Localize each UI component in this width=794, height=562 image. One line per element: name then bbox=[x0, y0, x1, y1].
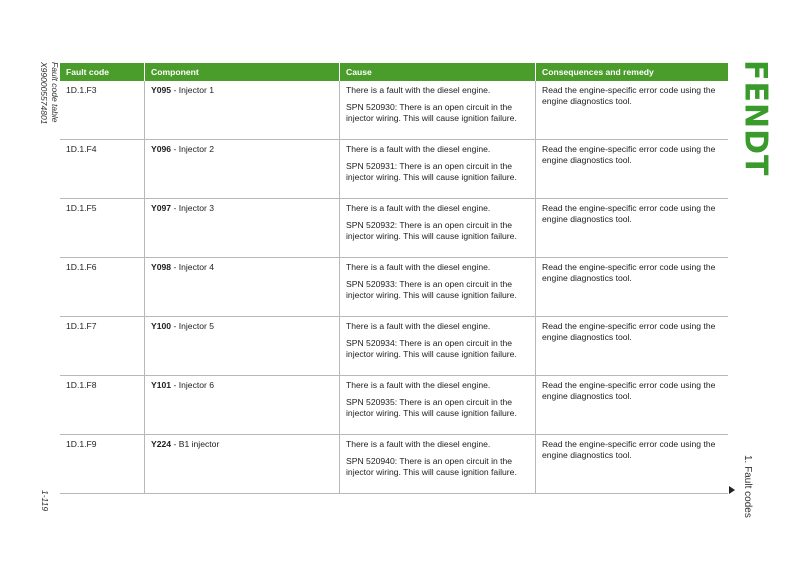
table-row bbox=[60, 140, 728, 199]
component-cell bbox=[145, 199, 340, 258]
fault-code-cell: 1D.1.F3 bbox=[60, 81, 145, 140]
cause-detail: SPN 520935: There is an open circuit in the injector wiring. This will cause ignition failure. bbox=[346, 397, 517, 418]
header-cause: Cause bbox=[340, 63, 536, 81]
remedy-cell: Read the engine-specific error code using the engine diagnostics tool. bbox=[536, 199, 729, 258]
header-component: Component bbox=[145, 63, 340, 81]
cause-summary: There is a fault with the diesel engine. bbox=[346, 85, 491, 95]
fault-code-cell: 1D.1.F8 bbox=[60, 376, 145, 435]
table-row bbox=[60, 258, 728, 317]
remedy-cell: Read the engine-specific error code using the engine diagnostics tool. bbox=[536, 376, 729, 435]
fault-code-cell: 1D.1.F5 bbox=[60, 199, 145, 258]
brand-logo: FENDT bbox=[737, 60, 774, 177]
component-code: Y101 bbox=[151, 380, 172, 390]
component-code: Y097 bbox=[151, 203, 172, 213]
cause-detail: SPN 520932: There is an open circuit in the injector wiring. This will cause ignition failure. bbox=[346, 220, 517, 241]
table-row bbox=[60, 435, 728, 494]
cause-summary: There is a fault with the diesel engine. bbox=[346, 380, 491, 390]
component-cell bbox=[145, 81, 340, 140]
component-name: - Injector 6 bbox=[171, 380, 215, 390]
cause-cell bbox=[340, 140, 536, 199]
component-code: Y096 bbox=[151, 144, 172, 154]
cause-cell bbox=[340, 199, 536, 258]
cause-summary: There is a fault with the diesel engine. bbox=[346, 321, 491, 331]
component-code: Y095 bbox=[151, 85, 172, 95]
component-name: - B1 injector bbox=[171, 439, 220, 449]
component-cell bbox=[145, 376, 340, 435]
document-title bbox=[38, 62, 60, 124]
component-code: Y100 bbox=[151, 321, 172, 331]
cause-cell bbox=[340, 376, 536, 435]
next-page-arrow-icon[interactable] bbox=[729, 486, 735, 494]
cause-detail: SPN 520931: There is an open circuit in the injector wiring. This will cause ignition failure. bbox=[346, 161, 517, 182]
cause-cell bbox=[340, 317, 536, 376]
cause-summary: There is a fault with the diesel engine. bbox=[346, 262, 491, 272]
table-row bbox=[60, 199, 728, 258]
cause-cell bbox=[340, 81, 536, 140]
remedy-cell: Read the engine-specific error code using the engine diagnostics tool. bbox=[536, 140, 729, 199]
fault-code-cell: 1D.1.F9 bbox=[60, 435, 145, 494]
component-name: - Injector 1 bbox=[171, 85, 215, 95]
chapter-label: 1. Fault codes bbox=[742, 455, 753, 518]
component-code: Y224 bbox=[151, 439, 172, 449]
cause-detail: SPN 520940: There is an open circuit in the injector wiring. This will cause ignition failure. bbox=[346, 456, 517, 477]
header-fault-code: Fault code bbox=[60, 63, 145, 81]
table-row bbox=[60, 317, 728, 376]
component-name: - Injector 2 bbox=[171, 144, 215, 154]
table-row bbox=[60, 376, 728, 435]
remedy-cell: Read the engine-specific error code using the engine diagnostics tool. bbox=[536, 435, 729, 494]
fault-code-table bbox=[60, 63, 728, 494]
component-code: Y098 bbox=[151, 262, 172, 272]
component-cell bbox=[145, 317, 340, 376]
cause-detail: SPN 520934: There is an open circuit in the injector wiring. This will cause ignition failure. bbox=[346, 338, 517, 359]
remedy-cell: Read the engine-specific error code using the engine diagnostics tool. bbox=[536, 317, 729, 376]
fault-code-cell: 1D.1.F7 bbox=[60, 317, 145, 376]
cause-summary: There is a fault with the diesel engine. bbox=[346, 144, 491, 154]
table-body bbox=[60, 81, 728, 494]
page-number: 1-119 bbox=[40, 490, 50, 512]
cause-summary: There is a fault with the diesel engine. bbox=[346, 439, 491, 449]
fault-code-cell: 1D.1.F6 bbox=[60, 258, 145, 317]
cause-cell bbox=[340, 435, 536, 494]
cause-detail: SPN 520930: There is an open circuit in the injector wiring. This will cause ignition failure. bbox=[346, 102, 517, 123]
component-cell bbox=[145, 435, 340, 494]
fault-code-cell: 1D.1.F4 bbox=[60, 140, 145, 199]
document-id: X990005574801 bbox=[39, 62, 49, 125]
component-cell bbox=[145, 258, 340, 317]
component-cell bbox=[145, 140, 340, 199]
cause-cell bbox=[340, 258, 536, 317]
cause-summary: There is a fault with the diesel engine. bbox=[346, 203, 491, 213]
remedy-cell: Read the engine-specific error code using the engine diagnostics tool. bbox=[536, 258, 729, 317]
component-name: - Injector 4 bbox=[171, 262, 215, 272]
header-remedy: Consequences and remedy bbox=[536, 63, 729, 81]
table-header-row bbox=[60, 63, 728, 81]
document-title-line1: Fault code table bbox=[50, 62, 60, 123]
table-row bbox=[60, 81, 728, 140]
cause-detail: SPN 520933: There is an open circuit in the injector wiring. This will cause ignition failure. bbox=[346, 279, 517, 300]
remedy-cell: Read the engine-specific error code using the engine diagnostics tool. bbox=[536, 81, 729, 140]
component-name: - Injector 5 bbox=[171, 321, 215, 331]
component-name: - Injector 3 bbox=[171, 203, 215, 213]
